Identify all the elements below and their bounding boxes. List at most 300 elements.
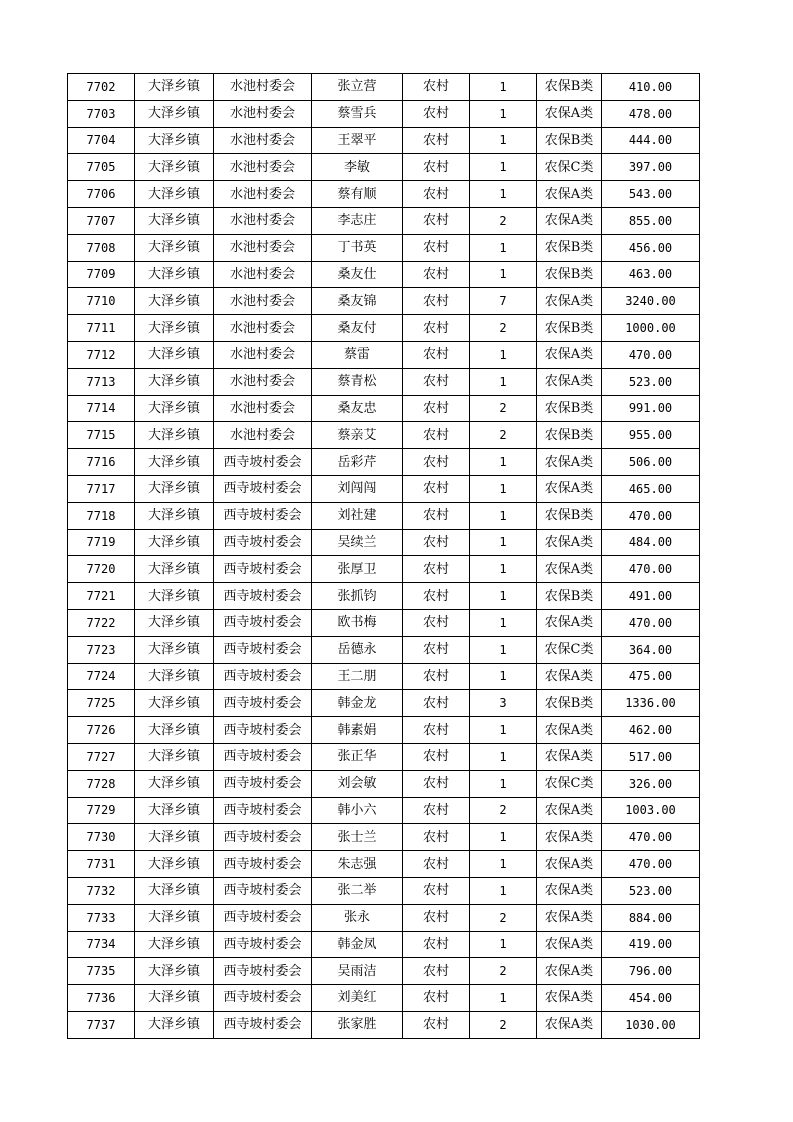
id-cell: 7715 (68, 422, 135, 449)
household-size-cell: 1 (470, 663, 537, 690)
id-cell: 7733 (68, 904, 135, 931)
id-cell: 7726 (68, 717, 135, 744)
household-size-cell: 1 (470, 234, 537, 261)
category-cell: 农保A类 (537, 288, 602, 315)
table-row (68, 315, 700, 342)
name-cell: 韩金龙 (312, 690, 403, 717)
category-cell: 农保B类 (537, 127, 602, 154)
table-row (68, 904, 700, 931)
township-cell: 大泽乡镇 (135, 449, 214, 476)
id-cell: 7734 (68, 931, 135, 958)
category-cell: 农保A类 (537, 851, 602, 878)
village-cell: 西寺坡村委会 (214, 797, 312, 824)
household-size-cell: 1 (470, 636, 537, 663)
amount-cell: 444.00 (602, 127, 700, 154)
township-cell: 大泽乡镇 (135, 207, 214, 234)
id-cell: 7712 (68, 341, 135, 368)
area-type-cell: 农村 (403, 422, 470, 449)
category-cell: 农保A类 (537, 743, 602, 770)
category-cell: 农保A类 (537, 475, 602, 502)
table-row (68, 690, 700, 717)
village-cell: 西寺坡村委会 (214, 904, 312, 931)
village-cell: 水池村委会 (214, 181, 312, 208)
table-row (68, 609, 700, 636)
area-type-cell: 农村 (403, 395, 470, 422)
table-row (68, 100, 700, 127)
township-cell: 大泽乡镇 (135, 717, 214, 744)
village-cell: 水池村委会 (214, 100, 312, 127)
area-type-cell: 农村 (403, 127, 470, 154)
village-cell: 水池村委会 (214, 368, 312, 395)
category-cell: 农保A类 (537, 100, 602, 127)
amount-cell: 1030.00 (602, 1011, 700, 1038)
amount-cell: 326.00 (602, 770, 700, 797)
amount-cell: 419.00 (602, 931, 700, 958)
id-cell: 7710 (68, 288, 135, 315)
table-row (68, 368, 700, 395)
id-cell: 7707 (68, 207, 135, 234)
id-cell: 7708 (68, 234, 135, 261)
name-cell: 张士兰 (312, 824, 403, 851)
category-cell: 农保A类 (537, 824, 602, 851)
table-row (68, 797, 700, 824)
name-cell: 桑友锦 (312, 288, 403, 315)
area-type-cell: 农村 (403, 609, 470, 636)
category-cell: 农保A类 (537, 985, 602, 1012)
township-cell: 大泽乡镇 (135, 395, 214, 422)
household-size-cell: 1 (470, 368, 537, 395)
category-cell: 农保A类 (537, 181, 602, 208)
name-cell: 桑友付 (312, 315, 403, 342)
township-cell: 大泽乡镇 (135, 770, 214, 797)
name-cell: 吴续兰 (312, 529, 403, 556)
category-cell: 农保B类 (537, 583, 602, 610)
household-size-cell: 2 (470, 207, 537, 234)
household-size-cell: 1 (470, 931, 537, 958)
area-type-cell: 农村 (403, 502, 470, 529)
table-row (68, 583, 700, 610)
category-cell: 农保B类 (537, 261, 602, 288)
household-size-cell: 1 (470, 609, 537, 636)
name-cell: 张厚卫 (312, 556, 403, 583)
table-row (68, 475, 700, 502)
township-cell: 大泽乡镇 (135, 583, 214, 610)
household-size-cell: 1 (470, 475, 537, 502)
name-cell: 韩小六 (312, 797, 403, 824)
category-cell: 农保B类 (537, 395, 602, 422)
area-type-cell: 农村 (403, 1011, 470, 1038)
township-cell: 大泽乡镇 (135, 154, 214, 181)
area-type-cell: 农村 (403, 797, 470, 824)
township-cell: 大泽乡镇 (135, 931, 214, 958)
table-row (68, 1011, 700, 1038)
household-size-cell: 2 (470, 904, 537, 931)
name-cell: 丁书英 (312, 234, 403, 261)
name-cell: 蔡雪兵 (312, 100, 403, 127)
village-cell: 西寺坡村委会 (214, 529, 312, 556)
amount-cell: 506.00 (602, 449, 700, 476)
amount-cell: 470.00 (602, 824, 700, 851)
area-type-cell: 农村 (403, 181, 470, 208)
id-cell: 7703 (68, 100, 135, 127)
table-row (68, 422, 700, 449)
village-cell: 西寺坡村委会 (214, 583, 312, 610)
household-size-cell: 1 (470, 154, 537, 181)
category-cell: 农保C类 (537, 636, 602, 663)
household-size-cell: 1 (470, 74, 537, 101)
area-type-cell: 农村 (403, 690, 470, 717)
household-size-cell: 1 (470, 127, 537, 154)
amount-cell: 1003.00 (602, 797, 700, 824)
table-row (68, 74, 700, 101)
name-cell: 蔡雷 (312, 341, 403, 368)
township-cell: 大泽乡镇 (135, 985, 214, 1012)
township-cell: 大泽乡镇 (135, 127, 214, 154)
household-size-cell: 1 (470, 851, 537, 878)
household-size-cell: 1 (470, 341, 537, 368)
area-type-cell: 农村 (403, 877, 470, 904)
household-size-cell: 2 (470, 1011, 537, 1038)
category-cell: 农保A类 (537, 207, 602, 234)
household-size-cell: 1 (470, 100, 537, 127)
id-cell: 7705 (68, 154, 135, 181)
name-cell: 蔡有顺 (312, 181, 403, 208)
id-cell: 7732 (68, 877, 135, 904)
amount-cell: 517.00 (602, 743, 700, 770)
area-type-cell: 农村 (403, 904, 470, 931)
table-row (68, 851, 700, 878)
village-cell: 水池村委会 (214, 422, 312, 449)
category-cell: 农保B类 (537, 234, 602, 261)
name-cell: 张二举 (312, 877, 403, 904)
name-cell: 桑友忠 (312, 395, 403, 422)
table-row (68, 743, 700, 770)
area-type-cell: 农村 (403, 985, 470, 1012)
village-cell: 水池村委会 (214, 74, 312, 101)
area-type-cell: 农村 (403, 556, 470, 583)
household-size-cell: 2 (470, 958, 537, 985)
id-cell: 7704 (68, 127, 135, 154)
category-cell: 农保B类 (537, 315, 602, 342)
village-cell: 西寺坡村委会 (214, 449, 312, 476)
household-size-cell: 1 (470, 583, 537, 610)
name-cell: 李敏 (312, 154, 403, 181)
area-type-cell: 农村 (403, 931, 470, 958)
household-size-cell: 2 (470, 797, 537, 824)
township-cell: 大泽乡镇 (135, 181, 214, 208)
category-cell: 农保C类 (537, 154, 602, 181)
name-cell: 桑友仕 (312, 261, 403, 288)
amount-cell: 491.00 (602, 583, 700, 610)
table-row (68, 234, 700, 261)
township-cell: 大泽乡镇 (135, 556, 214, 583)
table-row (68, 770, 700, 797)
name-cell: 蔡青松 (312, 368, 403, 395)
township-cell: 大泽乡镇 (135, 261, 214, 288)
household-size-cell: 1 (470, 529, 537, 556)
name-cell: 刘闯闯 (312, 475, 403, 502)
township-cell: 大泽乡镇 (135, 100, 214, 127)
amount-cell: 364.00 (602, 636, 700, 663)
category-cell: 农保A类 (537, 609, 602, 636)
category-cell: 农保A类 (537, 877, 602, 904)
name-cell: 欧书梅 (312, 609, 403, 636)
id-cell: 7724 (68, 663, 135, 690)
amount-cell: 884.00 (602, 904, 700, 931)
amount-cell: 410.00 (602, 74, 700, 101)
table-row (68, 931, 700, 958)
household-size-cell: 1 (470, 556, 537, 583)
amount-cell: 523.00 (602, 368, 700, 395)
village-cell: 水池村委会 (214, 234, 312, 261)
table-row (68, 502, 700, 529)
table-body (68, 74, 700, 1039)
township-cell: 大泽乡镇 (135, 743, 214, 770)
amount-cell: 470.00 (602, 851, 700, 878)
id-cell: 7737 (68, 1011, 135, 1038)
id-cell: 7719 (68, 529, 135, 556)
data-table (67, 73, 700, 1039)
table-row (68, 877, 700, 904)
household-size-cell: 1 (470, 824, 537, 851)
name-cell: 刘社建 (312, 502, 403, 529)
village-cell: 西寺坡村委会 (214, 824, 312, 851)
table-row (68, 341, 700, 368)
village-cell: 西寺坡村委会 (214, 985, 312, 1012)
township-cell: 大泽乡镇 (135, 368, 214, 395)
household-size-cell: 2 (470, 315, 537, 342)
id-cell: 7718 (68, 502, 135, 529)
household-size-cell: 2 (470, 395, 537, 422)
name-cell: 王二朋 (312, 663, 403, 690)
name-cell: 朱志强 (312, 851, 403, 878)
village-cell: 西寺坡村委会 (214, 743, 312, 770)
amount-cell: 855.00 (602, 207, 700, 234)
area-type-cell: 农村 (403, 154, 470, 181)
township-cell: 大泽乡镇 (135, 529, 214, 556)
household-size-cell: 1 (470, 877, 537, 904)
area-type-cell: 农村 (403, 288, 470, 315)
category-cell: 农保A类 (537, 1011, 602, 1038)
table-row (68, 261, 700, 288)
amount-cell: 543.00 (602, 181, 700, 208)
area-type-cell: 农村 (403, 529, 470, 556)
township-cell: 大泽乡镇 (135, 315, 214, 342)
category-cell: 农保B类 (537, 690, 602, 717)
category-cell: 农保A类 (537, 663, 602, 690)
amount-cell: 470.00 (602, 502, 700, 529)
id-cell: 7713 (68, 368, 135, 395)
village-cell: 西寺坡村委会 (214, 502, 312, 529)
table-row (68, 288, 700, 315)
village-cell: 西寺坡村委会 (214, 958, 312, 985)
name-cell: 蔡亲艾 (312, 422, 403, 449)
village-cell: 水池村委会 (214, 207, 312, 234)
amount-cell: 397.00 (602, 154, 700, 181)
amount-cell: 463.00 (602, 261, 700, 288)
area-type-cell: 农村 (403, 958, 470, 985)
township-cell: 大泽乡镇 (135, 288, 214, 315)
township-cell: 大泽乡镇 (135, 690, 214, 717)
id-cell: 7728 (68, 770, 135, 797)
area-type-cell: 农村 (403, 851, 470, 878)
township-cell: 大泽乡镇 (135, 904, 214, 931)
table-row (68, 636, 700, 663)
village-cell: 水池村委会 (214, 395, 312, 422)
household-size-cell: 1 (470, 985, 537, 1012)
area-type-cell: 农村 (403, 74, 470, 101)
township-cell: 大泽乡镇 (135, 609, 214, 636)
household-size-cell: 1 (470, 449, 537, 476)
township-cell: 大泽乡镇 (135, 824, 214, 851)
village-cell: 西寺坡村委会 (214, 931, 312, 958)
id-cell: 7730 (68, 824, 135, 851)
township-cell: 大泽乡镇 (135, 877, 214, 904)
id-cell: 7711 (68, 315, 135, 342)
category-cell: 农保A类 (537, 529, 602, 556)
category-cell: 农保B类 (537, 74, 602, 101)
id-cell: 7735 (68, 958, 135, 985)
amount-cell: 475.00 (602, 663, 700, 690)
amount-cell: 991.00 (602, 395, 700, 422)
amount-cell: 478.00 (602, 100, 700, 127)
amount-cell: 1000.00 (602, 315, 700, 342)
name-cell: 王翠平 (312, 127, 403, 154)
area-type-cell: 农村 (403, 341, 470, 368)
village-cell: 西寺坡村委会 (214, 877, 312, 904)
township-cell: 大泽乡镇 (135, 234, 214, 261)
category-cell: 农保A类 (537, 931, 602, 958)
township-cell: 大泽乡镇 (135, 422, 214, 449)
village-cell: 西寺坡村委会 (214, 851, 312, 878)
area-type-cell: 农村 (403, 368, 470, 395)
name-cell: 韩素娟 (312, 717, 403, 744)
category-cell: 农保A类 (537, 341, 602, 368)
village-cell: 西寺坡村委会 (214, 1011, 312, 1038)
id-cell: 7725 (68, 690, 135, 717)
id-cell: 7731 (68, 851, 135, 878)
village-cell: 水池村委会 (214, 127, 312, 154)
area-type-cell: 农村 (403, 315, 470, 342)
village-cell: 西寺坡村委会 (214, 556, 312, 583)
village-cell: 西寺坡村委会 (214, 636, 312, 663)
category-cell: 农保B类 (537, 422, 602, 449)
category-cell: 农保A类 (537, 958, 602, 985)
village-cell: 西寺坡村委会 (214, 475, 312, 502)
village-cell: 水池村委会 (214, 315, 312, 342)
area-type-cell: 农村 (403, 770, 470, 797)
table-row (68, 207, 700, 234)
category-cell: 农保B类 (537, 502, 602, 529)
amount-cell: 796.00 (602, 958, 700, 985)
id-cell: 7716 (68, 449, 135, 476)
category-cell: 农保A类 (537, 904, 602, 931)
household-size-cell: 1 (470, 743, 537, 770)
township-cell: 大泽乡镇 (135, 958, 214, 985)
household-size-cell: 1 (470, 770, 537, 797)
category-cell: 农保A类 (537, 797, 602, 824)
name-cell: 李志庄 (312, 207, 403, 234)
amount-cell: 523.00 (602, 877, 700, 904)
name-cell: 岳德永 (312, 636, 403, 663)
township-cell: 大泽乡镇 (135, 636, 214, 663)
township-cell: 大泽乡镇 (135, 1011, 214, 1038)
area-type-cell: 农村 (403, 261, 470, 288)
area-type-cell: 农村 (403, 824, 470, 851)
table-row (68, 449, 700, 476)
table-row (68, 181, 700, 208)
township-cell: 大泽乡镇 (135, 74, 214, 101)
id-cell: 7709 (68, 261, 135, 288)
area-type-cell: 农村 (403, 636, 470, 663)
township-cell: 大泽乡镇 (135, 851, 214, 878)
area-type-cell: 农村 (403, 583, 470, 610)
table-row (68, 958, 700, 985)
village-cell: 水池村委会 (214, 341, 312, 368)
township-cell: 大泽乡镇 (135, 502, 214, 529)
village-cell: 西寺坡村委会 (214, 690, 312, 717)
village-cell: 西寺坡村委会 (214, 717, 312, 744)
table-row (68, 556, 700, 583)
name-cell: 刘美红 (312, 985, 403, 1012)
name-cell: 张永 (312, 904, 403, 931)
household-size-cell: 1 (470, 502, 537, 529)
village-cell: 西寺坡村委会 (214, 609, 312, 636)
id-cell: 7720 (68, 556, 135, 583)
area-type-cell: 农村 (403, 717, 470, 744)
id-cell: 7722 (68, 609, 135, 636)
household-size-cell: 1 (470, 717, 537, 744)
village-cell: 水池村委会 (214, 261, 312, 288)
amount-cell: 470.00 (602, 556, 700, 583)
table-row (68, 529, 700, 556)
name-cell: 吴雨洁 (312, 958, 403, 985)
township-cell: 大泽乡镇 (135, 341, 214, 368)
name-cell: 刘会敏 (312, 770, 403, 797)
id-cell: 7736 (68, 985, 135, 1012)
table-row (68, 395, 700, 422)
table-row (68, 663, 700, 690)
township-cell: 大泽乡镇 (135, 797, 214, 824)
table-row (68, 985, 700, 1012)
category-cell: 农保A类 (537, 368, 602, 395)
table-row (68, 824, 700, 851)
amount-cell: 470.00 (602, 341, 700, 368)
name-cell: 张正华 (312, 743, 403, 770)
name-cell: 岳彩芹 (312, 449, 403, 476)
household-size-cell: 7 (470, 288, 537, 315)
name-cell: 张立营 (312, 74, 403, 101)
id-cell: 7727 (68, 743, 135, 770)
township-cell: 大泽乡镇 (135, 663, 214, 690)
id-cell: 7723 (68, 636, 135, 663)
category-cell: 农保C类 (537, 770, 602, 797)
area-type-cell: 农村 (403, 663, 470, 690)
township-cell: 大泽乡镇 (135, 475, 214, 502)
area-type-cell: 农村 (403, 743, 470, 770)
id-cell: 7717 (68, 475, 135, 502)
category-cell: 农保A类 (537, 449, 602, 476)
household-size-cell: 3 (470, 690, 537, 717)
village-cell: 水池村委会 (214, 288, 312, 315)
village-cell: 水池村委会 (214, 154, 312, 181)
table-row (68, 127, 700, 154)
id-cell: 7721 (68, 583, 135, 610)
id-cell: 7714 (68, 395, 135, 422)
village-cell: 西寺坡村委会 (214, 770, 312, 797)
village-cell: 西寺坡村委会 (214, 663, 312, 690)
household-size-cell: 1 (470, 261, 537, 288)
